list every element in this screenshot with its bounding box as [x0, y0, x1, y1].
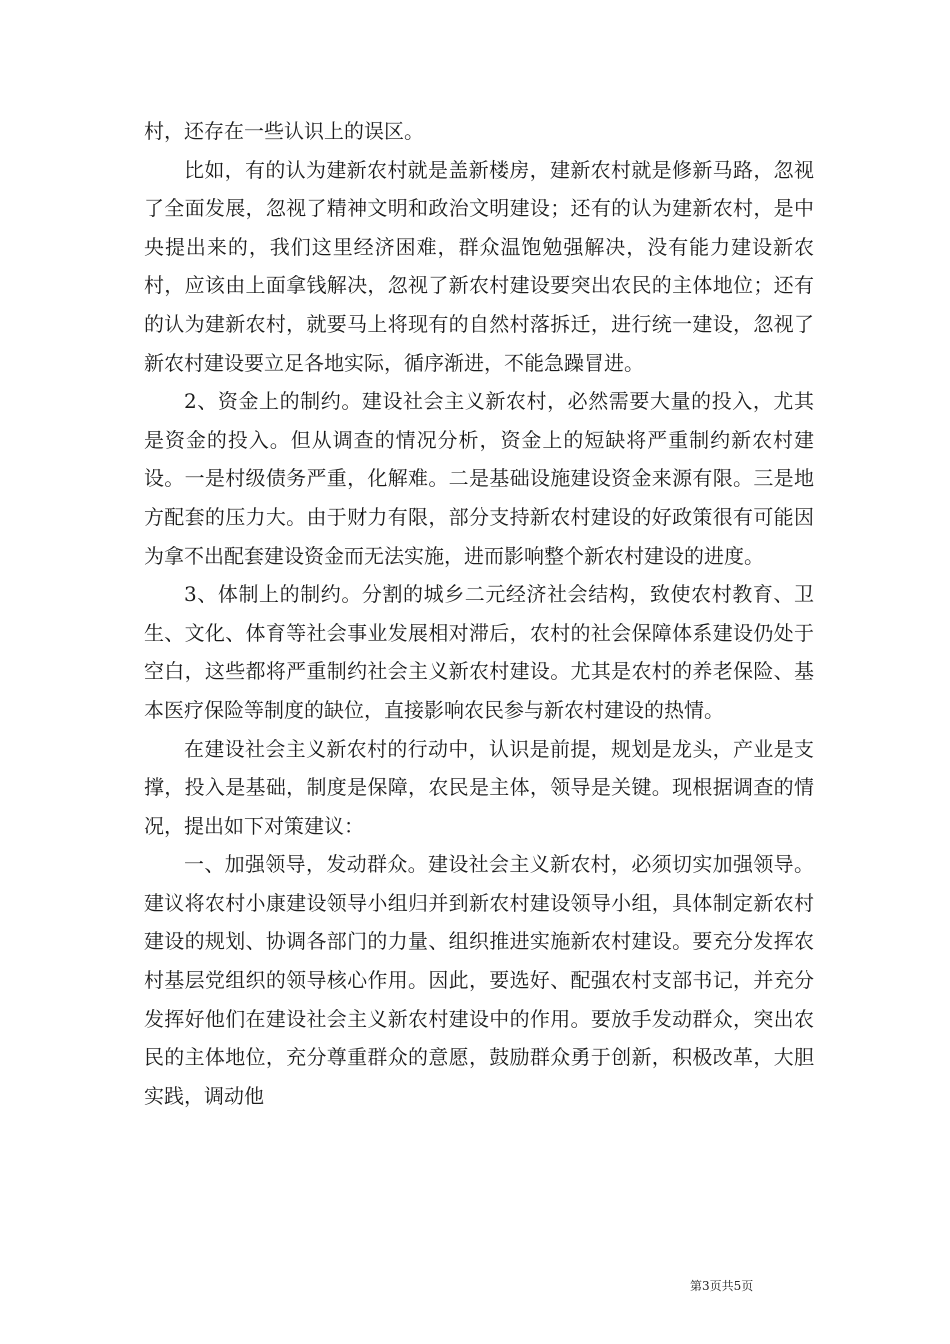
document-body	[144, 112, 814, 1115]
paragraph-4: 3、体制上的制约。分割的城乡二元经济社会结构，致使农村教育、卫生、文化、体育等社会事业发展相对滞后，农村的社会保障体系建设仍处于空白，这些都将严重制约社会主义新农村建设。尤其是农村的养老保险、基本医疗保险等制度的缺位，直接影响农民参与新农村建设的热情。	[144, 582, 814, 722]
paragraph-6: 一、加强领导，发动群众。建设社会主义新农村，必须切实加强领导。建议将农村小康建设领导小组归并到新农村建设领导小组，具体制定新农村建设的规划、协调各部门的力量、组织推进实施新农村建设。要充分发挥农村基层党组织的领导核心作用。因此，要选好、配强农村支部书记，并充分发挥好他们在建设社会主义新农村建设中的作用。要放手发动群众，突出农民的主体地位，充分尊重群众的意愿，鼓励群众勇于创新，积极改革，大胆实践，调动他	[144, 852, 814, 1108]
paragraph-2: 比如，有的认为建新农村就是盖新楼房，建新农村就是修新马路，忽视了全面发展，忽视了精神文明和政治文明建设；还有的认为建新农村，是中央提出来的，我们这里经济困难，群众温饱勉强解决，没有能力建设新农村，应该由上面拿钱解决，忽视了新农村建设要突出农民的主体地位；还有的认为建新农村，就要马上将现有的自然村落拆迁，进行统一建设，忽视了新农村建设要立足各地实际，循序渐进，不能急躁冒进。	[144, 157, 814, 375]
paragraph-3: 2、资金上的制约。建设社会主义新农村，必然需要大量的投入，尤其是资金的投入。但从调查的情况分析，资金上的短缺将严重制约新农村建设。一是村级债务严重，化解难。二是基础设施建设资金来源有限。三是地方配套的压力大。由于财力有限，部分支持新农村建设的好政策很有可能因为拿不出配套建设资金而无法实施，进而影响整个新农村建设的进度。	[144, 389, 814, 568]
paragraph-1: 村，还存在一些认识上的误区。	[144, 119, 424, 143]
page-number-footer: 第3页共5页	[690, 1279, 754, 1293]
paragraph-5: 在建设社会主义新农村的行动中，认识是前提，规划是龙头，产业是支撑，投入是基础，制度是保障，农民是主体，领导是关键。现根据调查的情况，提出如下对策建议：	[144, 736, 814, 838]
